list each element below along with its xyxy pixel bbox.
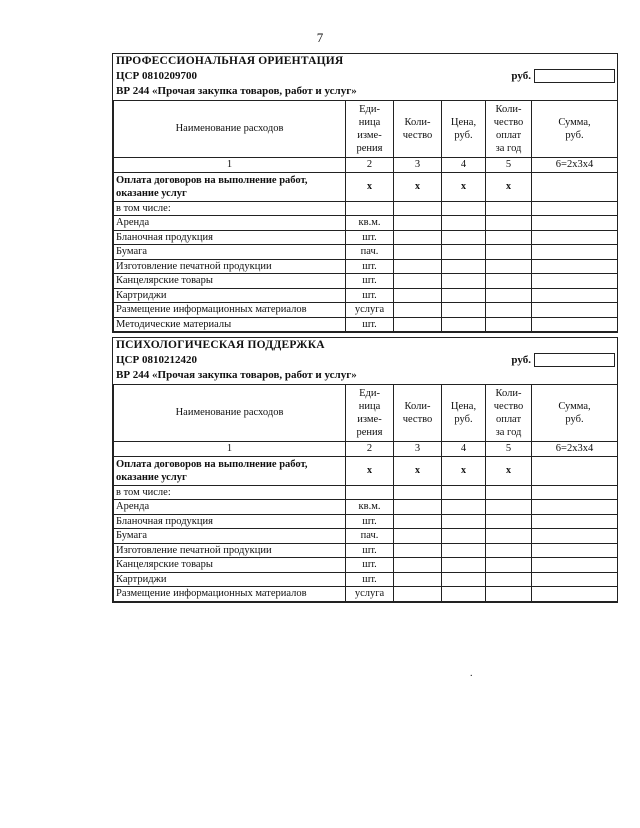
qty-cell bbox=[394, 288, 442, 303]
header-line: Сумма, bbox=[558, 116, 591, 128]
count-cell bbox=[486, 245, 532, 260]
column-number: 5 bbox=[486, 442, 532, 457]
expense-unit: шт. bbox=[346, 274, 394, 289]
count-cell bbox=[486, 317, 532, 332]
count-cell bbox=[486, 288, 532, 303]
x-mark: х bbox=[486, 456, 532, 485]
csr-code: ЦСР 0810212420 bbox=[116, 354, 197, 366]
expense-unit: пач. bbox=[346, 245, 394, 260]
column-number: 1 bbox=[114, 158, 346, 173]
amount-box bbox=[534, 353, 615, 367]
sum-cell bbox=[532, 456, 618, 485]
qty-cell bbox=[394, 543, 442, 558]
table-row bbox=[114, 317, 618, 332]
expense-table bbox=[113, 384, 618, 602]
count-cell bbox=[486, 274, 532, 289]
column-number: 4 bbox=[442, 158, 486, 173]
csr-code: ЦСР 0810209700 bbox=[116, 70, 197, 82]
sum-cell bbox=[532, 572, 618, 587]
header-sum bbox=[532, 101, 618, 158]
table-row bbox=[114, 172, 618, 201]
column-numbers-row bbox=[114, 158, 618, 173]
price-cell bbox=[442, 558, 486, 573]
header-unit bbox=[346, 101, 394, 158]
header-line: руб. bbox=[454, 130, 473, 141]
currency-label: руб. bbox=[511, 70, 531, 82]
expense-unit: кв.м. bbox=[346, 216, 394, 231]
header-price bbox=[442, 385, 486, 442]
header-qty bbox=[394, 385, 442, 442]
header-line: руб. bbox=[454, 414, 473, 425]
price-cell bbox=[442, 317, 486, 332]
section-title: ПРОФЕССИОНАЛЬНАЯ ОРИЕНТАЦИЯ bbox=[116, 55, 344, 67]
table-row bbox=[114, 529, 618, 544]
qty-cell bbox=[394, 303, 442, 318]
expense-unit: шт. bbox=[346, 558, 394, 573]
expense-name: Аренда bbox=[114, 216, 346, 231]
section-professional-orientation bbox=[112, 53, 618, 333]
header-unit bbox=[346, 385, 394, 442]
sum-cell bbox=[532, 274, 618, 289]
x-mark: х bbox=[346, 456, 394, 485]
x-mark: х bbox=[442, 456, 486, 485]
count-cell bbox=[486, 259, 532, 274]
expense-name: Изготовление печатной продукции bbox=[114, 543, 346, 558]
expense-unit: услуга bbox=[346, 303, 394, 318]
expense-name: Размещение информационных материалов bbox=[114, 587, 346, 602]
header-sum bbox=[532, 385, 618, 442]
expense-unit: услуга bbox=[346, 587, 394, 602]
currency-label: руб. bbox=[511, 354, 531, 366]
main-row-name: Оплата договоров на выполнение работ, оказание услуг bbox=[114, 172, 346, 201]
sum-cell bbox=[532, 529, 618, 544]
table-row bbox=[114, 558, 618, 573]
header-line: оплат bbox=[495, 414, 522, 425]
column-number: 3 bbox=[394, 442, 442, 457]
expense-name: Бумага bbox=[114, 529, 346, 544]
header-line: чество bbox=[493, 116, 524, 128]
price-cell bbox=[442, 230, 486, 245]
qty-cell bbox=[394, 274, 442, 289]
header-price bbox=[442, 101, 486, 158]
header-line: Сумма, bbox=[558, 400, 591, 412]
section-title: ПСИХОЛОГИЧЕСКАЯ ПОДДЕРЖКА bbox=[116, 339, 325, 351]
qty-cell bbox=[394, 558, 442, 573]
column-number: 4 bbox=[442, 442, 486, 457]
expense-unit: шт. bbox=[346, 572, 394, 587]
expense-unit: кв.м. bbox=[346, 500, 394, 515]
header-line: Еди- bbox=[359, 103, 380, 115]
price-cell bbox=[442, 288, 486, 303]
price-cell bbox=[442, 245, 486, 260]
table-row bbox=[114, 259, 618, 274]
qty-cell bbox=[394, 514, 442, 529]
qty-cell bbox=[394, 216, 442, 231]
header-line: руб. bbox=[565, 414, 584, 425]
table-row bbox=[114, 514, 618, 529]
subtitle-cell: в том числе: bbox=[114, 201, 346, 216]
price-cell bbox=[442, 303, 486, 318]
table-row bbox=[114, 456, 618, 485]
sum-cell bbox=[532, 500, 618, 515]
count-cell bbox=[486, 558, 532, 573]
header-line: Коли- bbox=[495, 387, 522, 399]
expense-name: Бумага bbox=[114, 245, 346, 260]
scan-mark: . bbox=[470, 668, 473, 679]
qty-cell bbox=[394, 500, 442, 515]
expense-name: Канцелярские товары bbox=[114, 558, 346, 573]
table-row bbox=[114, 245, 618, 260]
expense-name: Размещение информационных материалов bbox=[114, 303, 346, 318]
price-cell bbox=[442, 259, 486, 274]
header-line: за год bbox=[495, 427, 522, 439]
table-row bbox=[114, 201, 618, 216]
count-cell bbox=[486, 230, 532, 245]
table-row bbox=[114, 587, 618, 602]
expense-name: Картриджи bbox=[114, 572, 346, 587]
expense-unit: шт. bbox=[346, 514, 394, 529]
table-header-row bbox=[114, 385, 618, 442]
expense-name: Бланочная продукция bbox=[114, 230, 346, 245]
header-name: Наименование расходов bbox=[114, 385, 346, 442]
header-line: ница bbox=[358, 400, 381, 412]
price-cell bbox=[442, 529, 486, 544]
table-row bbox=[114, 543, 618, 558]
sum-cell bbox=[532, 216, 618, 231]
table-row bbox=[114, 274, 618, 289]
section-psychological-support bbox=[112, 337, 618, 603]
count-cell bbox=[486, 529, 532, 544]
expense-table bbox=[113, 100, 618, 332]
sum-cell bbox=[532, 172, 618, 201]
price-cell bbox=[442, 500, 486, 515]
column-number: 2 bbox=[346, 158, 394, 173]
table-row bbox=[114, 288, 618, 303]
header-line: ница bbox=[358, 116, 381, 128]
sum-cell bbox=[532, 317, 618, 332]
qty-cell bbox=[394, 230, 442, 245]
header-line: изме- bbox=[357, 130, 382, 141]
table-row bbox=[114, 572, 618, 587]
header-name: Наименование расходов bbox=[114, 101, 346, 158]
count-cell bbox=[486, 216, 532, 231]
vr-code: ВР 244 «Прочая закупка товаров, работ и услуг» bbox=[116, 85, 357, 97]
header-line: чество bbox=[402, 130, 433, 141]
header-line: Еди- bbox=[359, 387, 380, 399]
sum-cell bbox=[532, 245, 618, 260]
qty-cell bbox=[394, 317, 442, 332]
header-line: Коли- bbox=[495, 103, 522, 115]
price-cell bbox=[442, 274, 486, 289]
header-line: Коли- bbox=[404, 116, 431, 128]
header-line: Цена, bbox=[450, 400, 477, 412]
expense-name: Картриджи bbox=[114, 288, 346, 303]
table-row bbox=[114, 230, 618, 245]
table-row bbox=[114, 303, 618, 318]
price-cell bbox=[442, 543, 486, 558]
expense-name: Бланочная продукция bbox=[114, 514, 346, 529]
header-line: чество bbox=[493, 400, 524, 412]
price-cell bbox=[442, 587, 486, 602]
header-count bbox=[486, 385, 532, 442]
qty-cell bbox=[394, 245, 442, 260]
expense-unit: шт. bbox=[346, 230, 394, 245]
header-line: изме- bbox=[357, 414, 382, 425]
amount-box bbox=[534, 69, 615, 83]
column-numbers-row bbox=[114, 442, 618, 457]
subtitle-cell: в том числе: bbox=[114, 485, 346, 500]
qty-cell bbox=[394, 572, 442, 587]
page-number: 7 bbox=[316, 30, 324, 45]
price-cell bbox=[442, 216, 486, 231]
column-number: 3 bbox=[394, 158, 442, 173]
count-cell bbox=[486, 303, 532, 318]
expense-name: Изготовление печатной продукции bbox=[114, 259, 346, 274]
header-line: оплат bbox=[495, 130, 522, 141]
count-cell bbox=[486, 587, 532, 602]
expense-unit: шт. bbox=[346, 259, 394, 274]
header-line: чество bbox=[402, 414, 433, 425]
header-line: рения bbox=[356, 143, 383, 155]
header-line: Цена, bbox=[450, 116, 477, 128]
qty-cell bbox=[394, 529, 442, 544]
expense-unit: шт. bbox=[346, 543, 394, 558]
header-line: за год bbox=[495, 143, 522, 155]
sum-cell bbox=[532, 587, 618, 602]
sum-cell bbox=[532, 259, 618, 274]
header-count bbox=[486, 101, 532, 158]
header-qty bbox=[394, 101, 442, 158]
sum-cell bbox=[532, 303, 618, 318]
count-cell bbox=[486, 572, 532, 587]
header-line: руб. bbox=[565, 130, 584, 141]
sum-cell bbox=[532, 543, 618, 558]
sum-cell bbox=[532, 288, 618, 303]
x-mark: х bbox=[394, 172, 442, 201]
price-cell bbox=[442, 572, 486, 587]
table-row bbox=[114, 485, 618, 500]
x-mark: х bbox=[394, 456, 442, 485]
column-number: 1 bbox=[114, 442, 346, 457]
x-mark: х bbox=[486, 172, 532, 201]
table-row bbox=[114, 500, 618, 515]
main-row-name: Оплата договоров на выполнение работ, оказание услуг bbox=[114, 456, 346, 485]
header-line: Коли- bbox=[404, 400, 431, 412]
count-cell bbox=[486, 500, 532, 515]
table-header-row bbox=[114, 101, 618, 158]
count-cell bbox=[486, 543, 532, 558]
expense-unit: шт. bbox=[346, 317, 394, 332]
expense-name: Методические материалы bbox=[114, 317, 346, 332]
x-mark: х bbox=[442, 172, 486, 201]
column-number: 6=2х3х4 bbox=[532, 442, 618, 457]
column-number: 5 bbox=[486, 158, 532, 173]
x-mark: х bbox=[346, 172, 394, 201]
table-row bbox=[114, 216, 618, 231]
header-line: рения bbox=[356, 427, 383, 439]
expense-name: Канцелярские товары bbox=[114, 274, 346, 289]
qty-cell bbox=[394, 259, 442, 274]
vr-code: ВР 244 «Прочая закупка товаров, работ и услуг» bbox=[116, 369, 357, 381]
sum-cell bbox=[532, 514, 618, 529]
sum-cell bbox=[532, 230, 618, 245]
sum-cell bbox=[532, 558, 618, 573]
column-number: 2 bbox=[346, 442, 394, 457]
column-number: 6=2х3х4 bbox=[532, 158, 618, 173]
expense-name: Аренда bbox=[114, 500, 346, 515]
expense-unit: пач. bbox=[346, 529, 394, 544]
count-cell bbox=[486, 514, 532, 529]
price-cell bbox=[442, 514, 486, 529]
expense-unit: шт. bbox=[346, 288, 394, 303]
qty-cell bbox=[394, 587, 442, 602]
